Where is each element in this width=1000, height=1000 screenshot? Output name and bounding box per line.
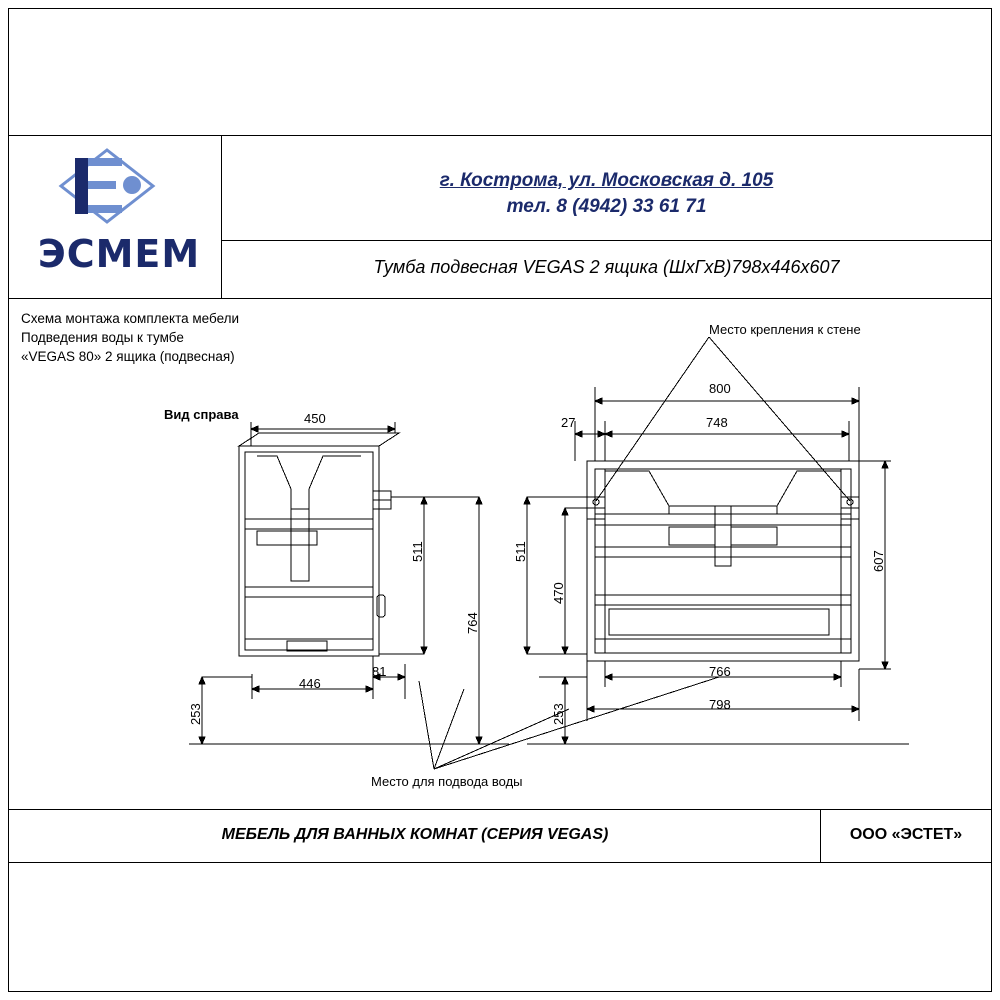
dim-764: 764 (465, 612, 480, 634)
product-title: Тумба подвесная VEGAS 2 ящика (ШхГхВ)798х446х607 (373, 257, 840, 277)
dim-798: 798 (709, 697, 731, 712)
dim-81: 81 (372, 664, 387, 679)
note-line-1: Схема монтажа комплекта мебели (21, 311, 240, 326)
dim-748: 748 (706, 415, 728, 430)
dim-800: 800 (709, 381, 731, 396)
label-wall-mount: Место крепления к стене (709, 322, 861, 337)
dim-470: 470 (551, 582, 566, 604)
label-water-supply: Место для подвода воды (371, 774, 523, 789)
logo-wordmark: ЭСМЕМ (37, 232, 201, 276)
dim-253-side: 253 (188, 703, 203, 725)
company-phone: тел. 8 (4942) 33 61 71 (506, 196, 707, 217)
company-address: г. Кострома, ул. Московская д. 105 (439, 170, 774, 191)
dim-511-side: 511 (410, 541, 425, 562)
dim-766: 766 (709, 664, 731, 679)
dim-446: 446 (299, 676, 321, 691)
note-line-3: «VEGAS 80» 2 ящика (подвесная) (21, 349, 235, 364)
footer-company-text: ООО «ЭСТЕТ» (849, 826, 963, 843)
dim-253-front: 253 (551, 703, 566, 725)
footer-main-text: МЕБЕЛЬ ДЛЯ ВАННЫХ КОМНАТ (СЕРИЯ VEGAS) (221, 826, 609, 843)
dim-450: 450 (304, 411, 326, 426)
dim-27: 27 (561, 415, 576, 430)
footer-row (9, 809, 991, 863)
label-right-view: Вид справа (164, 407, 239, 422)
footer-main-cell (9, 810, 821, 862)
dim-511-front: 511 (513, 541, 528, 562)
dim-607: 607 (871, 550, 886, 572)
note-line-2: Подведения воды к тумбе (21, 330, 184, 345)
drawing-sheet (8, 8, 992, 992)
footer-company-cell (821, 810, 991, 862)
footer-block (9, 809, 991, 991)
